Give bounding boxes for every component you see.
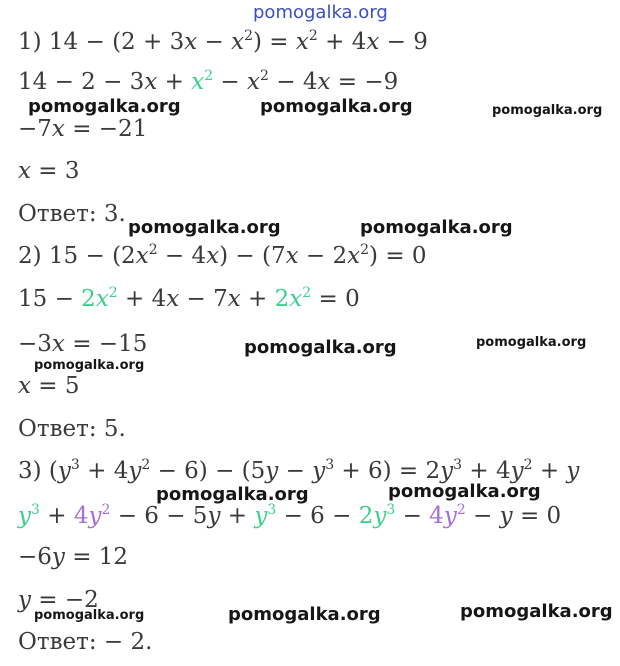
watermark: pomogalka.org [34,608,145,623]
watermark: pomogalka.org [476,335,587,350]
watermark: pomogalka.org [28,96,181,117]
problem-2-number: 2) [18,243,42,269]
problem-2-step-3: x = 5 [18,373,80,399]
problem-2-answer: Ответ: 5. [18,416,126,442]
problem-3-step-2: −6y = 12 [18,544,129,570]
problem-1-step-3: x = 3 [18,158,80,184]
watermark: pomogalka.org [460,601,613,622]
problem-1-equation [18,28,428,56]
problem-3-answer: Ответ: − 2. [18,629,153,655]
watermark: pomogalka.org [253,2,388,23]
problem-3-equation-text: $(y^3 + 4y^2 - 6) - (5y - y^3 + 6) = 2y^3 + 4y^2 + y$ [48,457,580,484]
problem-2-step-2: −3x = −15 [18,331,148,357]
problem-2-step-1: $15 - 2x^2 + 4x - 7x + 2x^2 = 0$ [18,285,360,312]
problem-3-step-3: y = −2 [18,587,99,613]
problem-3-equation [18,457,579,485]
problem-3-step-1: $y^3 + 4y^2 - 6 - 5y + y^3 - 6 - 2y^3 - 4y^2 - y = 0$ [18,502,562,529]
watermark: pomogalka.org [244,337,397,358]
problem-1-answer: Ответ: 3. [18,201,126,227]
watermark: pomogalka.org [388,481,541,502]
watermark: pomogalka.org [360,217,513,238]
watermark: pomogalka.org [128,217,281,238]
problem-1-step-2: −7x = −21 [18,116,148,142]
problem-2-equation-text: $15 - (2x^2 - 4x) - (7x - 2x^2) = 0$ [48,242,427,269]
watermark: pomogalka.org [34,358,145,373]
problem-1-equation-text: $14 - (2 + 3x - x^2) = x^2 + 4x - 9$ [48,28,428,55]
problem-1-step-1: $14 - 2 - 3x + x^2 - x^2 - 4x = -9$ [18,68,399,95]
watermark: pomogalka.org [492,103,603,118]
watermark: pomogalka.org [156,484,309,505]
problem-3-number: 3) [18,458,42,484]
watermark: pomogalka.org [228,604,381,625]
problem-1-number: 1) [18,29,42,55]
watermark: pomogalka.org [260,96,413,117]
problem-2-equation [18,242,427,270]
